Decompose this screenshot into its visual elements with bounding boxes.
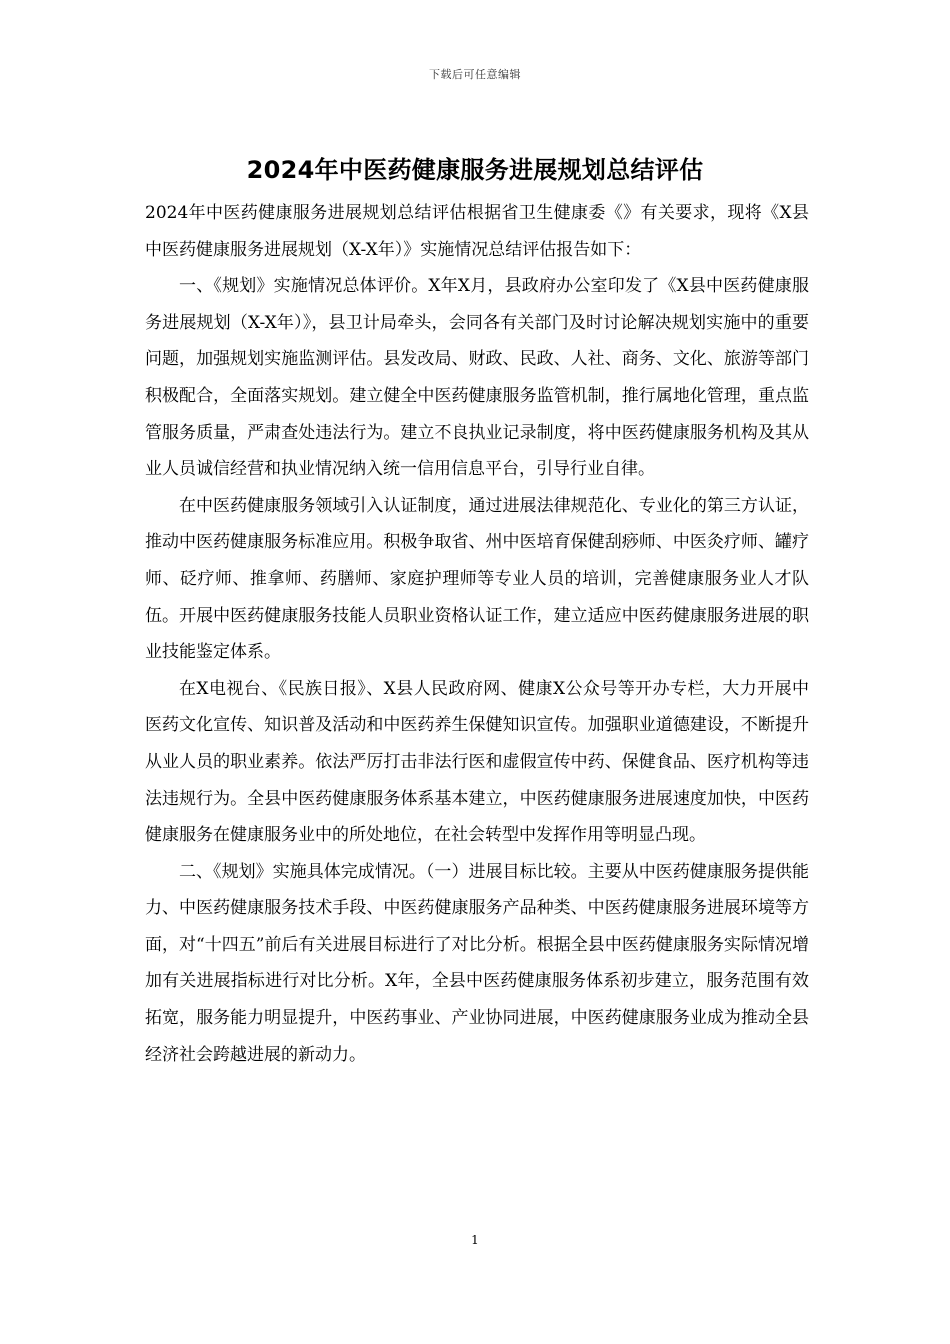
document-body <box>145 195 809 1073</box>
paragraph-intro: 2024年中医药健康服务进展规划总结评估根据省卫生健康委《》有关要求，现将《X县中医药健康服务进展规划（X-X年）》实施情况总结评估报告如下： <box>145 203 809 260</box>
page-number: 1 <box>471 1233 479 1247</box>
paragraph-overall-evaluation: 一、《规划》实施情况总体评价。X年X月，县政府办公室印发了《X县中医药健康服务进展规划（X-X年）》，县卫计局牵头，会同各有关部门及时讨论解决规划实施中的重要问题，加强规划实施监测评估。县发改局、财政、民政、人社、商务、文化、旅游等部门积极配合，全面落实规划。建立健全中医药健康服务监管机制，推行属地化管理，重点监管服务质量，严肃查处违法行为。建立不良执业记录制度，将中医药健康服务机构及其从业人员诚信经营和执业情况纳入统一信用信息平台，引导行业自律。 <box>145 276 809 480</box>
header-note: 下载后可任意编辑 <box>429 68 521 81</box>
paragraph-publicity: 在X电视台、《民族日报》、X县人民政府网、健康X公众号等开办专栏，大力开展中医药文化宣传、知识普及活动和中医药养生保健知识宣传。加强职业道德建设，不断提升从业人员的职业素养。依法严厉打击非法行医和虚假宣传中药、保健食品、医疗机构等违法违规行为。全县中医药健康服务体系基本建立，中医药健康服务进展速度加快，中医药健康服务在健康服务业中的所处地位，在社会转型中发挥作用等明显凸现。 <box>145 678 809 846</box>
paragraph-certification: 在中医药健康服务领域引入认证制度，通过进展法律规范化、专业化的第三方认证，推动中医药健康服务标准应用。积极争取省、州中医培育保健刮痧师、中医灸疗师、罐疗师、砭疗师、推拿师、药膳师、家庭护理师等专业人员的培训，完善健康服务业人才队伍。开展中医药健康服务技能人员职业资格认证工作，建立适应中医药健康服务进展的职业技能鉴定体系。 <box>145 495 809 663</box>
document-title: 2024年中医药健康服务进展规划总结评估 <box>246 156 704 184</box>
paragraph-implementation-status: 二、《规划》实施具体完成情况。（一）进展目标比较。主要从中医药健康服务提供能力、中医药健康服务技术手段、中医药健康服务产品种类、中医药健康服务进展环境等方面，对“十四五”前后有关进展目标进行了对比分析。根据全县中医药健康服务实际情况增加有关进展指标进行对比分析。X年，全县中医药健康服务体系初步建立，服务范围有效拓宽，服务能力明显提升，中医药事业、产业协同进展，中医药健康服务业成为推动全县经济社会跨越进展的新动力。 <box>145 861 809 1065</box>
